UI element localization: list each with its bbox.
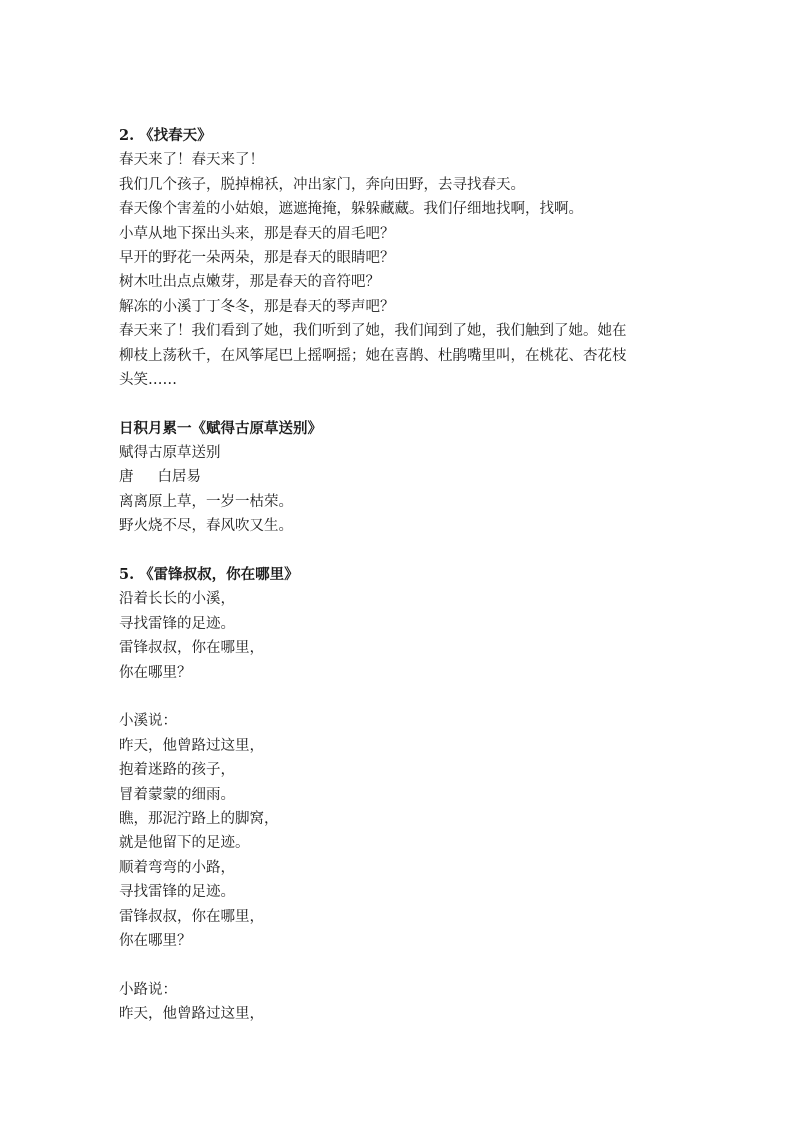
verse-line: 沿着长长的小溪，: [119, 591, 235, 608]
verse-line: 顺着弯弯的小路，: [119, 859, 235, 876]
text-line: 我们几个孩子，脱掉棉袄，冲出家门，奔向田野，去寻找春天。: [119, 176, 525, 193]
verse-line: 雷锋叔叔，你在哪里，: [119, 908, 264, 925]
section-heading-lei-feng: 5. 《雷锋叔叔，你在哪里》: [119, 566, 299, 584]
text-line: 春天来了！我们看到了她，我们听到了她，我们闻到了她，我们触到了她。她在: [119, 323, 627, 340]
spacer: [119, 539, 679, 563]
document-body: [119, 124, 679, 1026]
poem-line: 离离原上草，一岁一枯荣。: [119, 493, 293, 510]
text-line: 早开的野花一朵两朵，那是春天的眼睛吧？: [119, 249, 395, 266]
spacer: [119, 953, 679, 977]
section-heading-find-spring: 2. 《找春天》: [119, 127, 212, 144]
poem-author: [119, 465, 679, 489]
verse-line: 你在哪里？: [119, 932, 192, 949]
text-line: 春天来了！春天来了！: [119, 152, 264, 169]
text-line: 解冻的小溪丁丁冬冬，那是春天的琴声吧？: [119, 298, 395, 315]
text-line: 小草从地下探出头来，那是春天的眉毛吧？: [119, 225, 395, 242]
verse-line: 小路说：: [119, 981, 177, 998]
text-line: 春天像个害羞的小姑娘，遮遮掩掩，躲躲藏藏。我们仔细地找啊，找啊。: [119, 201, 583, 218]
verse-line: 小溪说：: [119, 713, 177, 730]
text-line: 树木吐出点点嫩芽，那是春天的音符吧？: [119, 274, 380, 291]
verse-line: 冒着蒙蒙的细雨。: [119, 786, 235, 803]
verse-line: 昨天，他曾路过这里，: [119, 737, 264, 754]
verse-line: 就是他留下的足迹。: [119, 835, 250, 852]
verse-line: 寻找雷锋的足迹。: [119, 884, 235, 901]
section-heading-poem: 日积月累一《赋得古原草送别》: [119, 419, 322, 437]
spacer: [119, 685, 679, 709]
text-line: 柳枝上荡秋千，在风筝尾巴上摇啊摇；她在喜鹊、杜鹃嘴里叫，在桃花、杏花枝: [119, 347, 627, 364]
verse-line: 昨天，他曾路过这里，: [119, 1006, 264, 1023]
poem-line: 野火烧不尽，春风吹又生。: [119, 518, 293, 535]
poem-title: 赋得古原草送别: [119, 445, 221, 462]
verse-line: 你在哪里？: [119, 664, 192, 681]
verse-line: 抱着迷路的孩子，: [119, 762, 235, 779]
text-line: 头笑……: [119, 371, 177, 388]
verse-line: 寻找雷锋的足迹。: [119, 615, 235, 632]
author-name: 白居易: [157, 469, 201, 486]
author-dynasty: 唐: [119, 469, 134, 486]
verse-line: 瞧，那泥泞路上的脚窝，: [119, 810, 279, 827]
verse-line: 雷锋叔叔，你在哪里，: [119, 640, 264, 657]
spacer: [119, 392, 679, 416]
